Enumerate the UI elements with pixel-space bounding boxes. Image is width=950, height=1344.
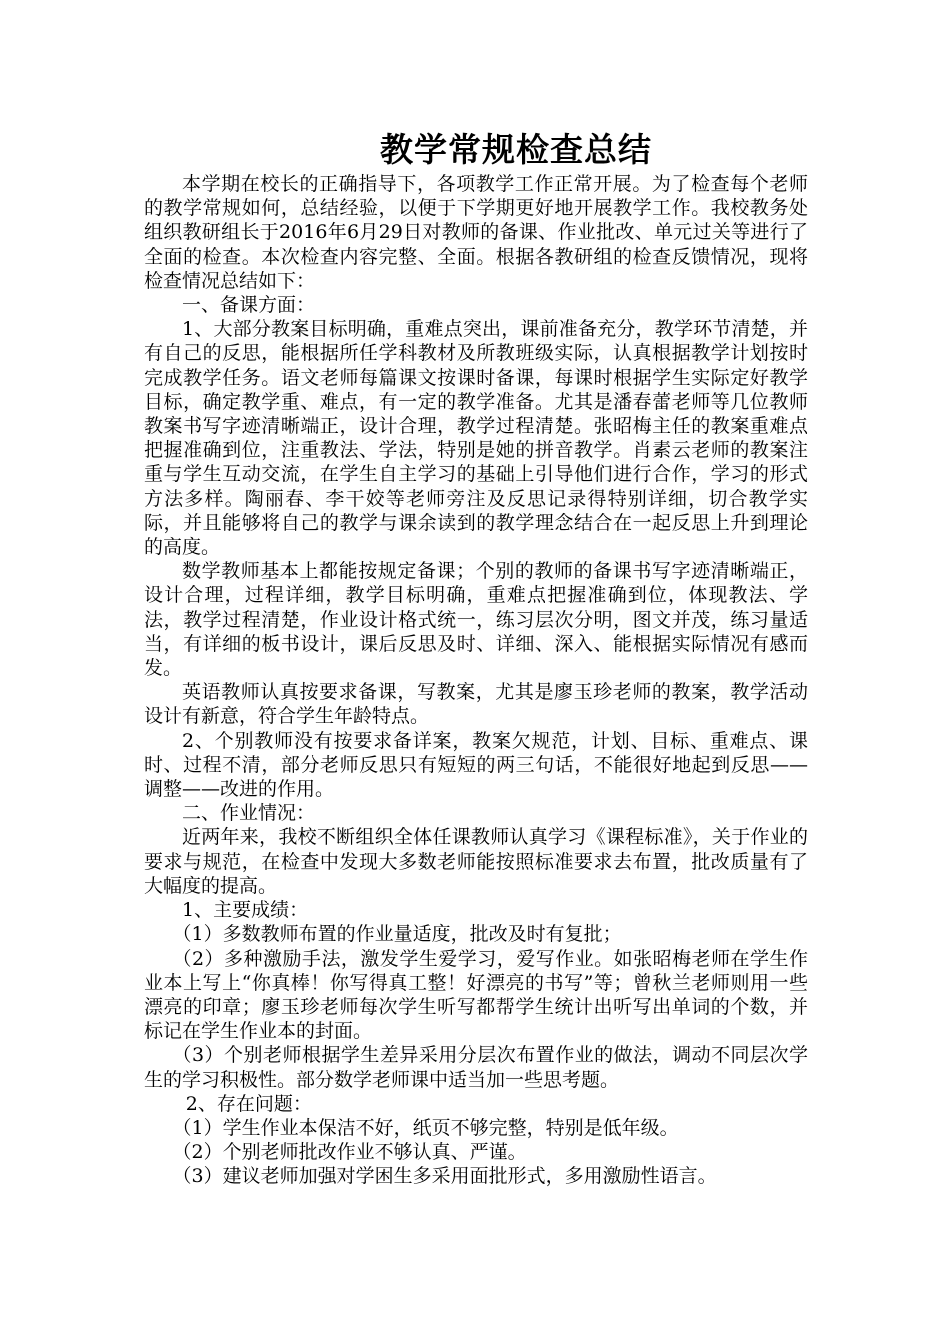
section-heading-homework: 二、作业情况： <box>182 802 316 825</box>
lesson-prep-point-2: 2、个别教师没有按要求备详案，教案欠规范，计划、目标、重难点、课时、过程不清，部分老师反思只有短短的两三句话，不能很好地起到反思——调整——改进的作用。 <box>144 729 808 801</box>
intro-paragraph: 本学期在校长的正确指导下，各项教学工作正常开展。为了检查每个老师的教学常规如何，总结经验，以便于下学期更好地开展教学工作。我校教务处组织教研组长于2016年6月29日对教师的备课、作业批改、单元过关等进行了全面的检查。本次检查内容完整、全面。根据各教研组的检查反馈情况，现将检查情况总结如下： <box>144 173 808 292</box>
homework-intro-paragraph: 近两年来，我校不断组织全体任课教师认真学习《课程标准》，关于作业的要求与规范，在检查中发现大多数老师能按照标准要求去布置，批改质量有了大幅度的提高。 <box>144 826 808 897</box>
lesson-prep-point-1: 1、大部分教案目标明确，重难点突出，课前准备充分，教学环节清楚，并有自己的反思，能根据所任学科教材及所教班级实际，认真根据教学计划按时完成教学任务。语文老师每篇课文按课时备课，每课时根据学生实际定好教学目标，确定教学重、难点，有一定的教学准备。尤其是潘春蕾老师等几位教师教案书写字迹清晰端正，设计合理，教学过程清楚。张昭梅主任的教案重难点把握准确到位，注重教法、学法，特别是她的拼音教学。肖素云老师的教案注重与学生互动交流，在学生自主学习的基础上引导他们进行合作，学习的形式方法多样。陶丽春、李干姣等老师旁注及反思记录得特别详细，切合教学实际，并且能够将自己的教学与课余读到的教学理念结合在一起反思上升到理论的高度。 <box>144 318 808 559</box>
problem-item-1: （1）学生作业本保洁不好，纸页不够完整，特别是低年级。 <box>172 1116 679 1139</box>
document-title: 教学常规检查总结 <box>380 130 652 169</box>
problem-item-2: （2）个别老师批改作业不够认真、严谨。 <box>172 1141 527 1164</box>
achievement-item-2: （2）多种激励手法，激发学生爱学习，爱写作业。如张昭梅老师在学生作业本上写上“你真棒！你写得真工整！好漂亮的书写”等；曾秋兰老师则用一些漂亮的印章；廖玉珍老师每次学生听写都帮学生统计出听写出单词的个数，并标记在学生作业本的封面。 <box>144 947 808 1043</box>
math-teachers-paragraph: 数学教师基本上都能按规定备课；个别的教师的备课书写字迹清晰端正，设计合理，过程详细，教学目标明确，重难点把握准确到位，体现教法、学法，教学过程清楚，作业设计格式统一，练习层次分明，图文并茂，练习量适当，有详细的板书设计，课后反思及时、详细、深入、能根据实际情况有感而发。 <box>144 560 808 680</box>
achievement-item-1: （1）多数教师布置的作业量适度，批改及时有复批； <box>172 923 622 946</box>
english-teachers-paragraph: 英语教师认真按要求备课，写教案，尤其是廖玉珍老师的教案，教学活动设计有新意，符合学生年龄特点。 <box>144 681 808 728</box>
subheading-existing-problems: 2、存在问题： <box>185 1092 312 1115</box>
achievement-item-3: （3）个别老师根据学生差异采用分层次布置作业的做法，调动不同层次学生的学习积极性。部分数学老师课中适当加一些思考题。 <box>144 1044 808 1091</box>
problem-item-3: （3）建议老师加强对学困生多采用面批形式，多用激励性语言。 <box>172 1165 717 1188</box>
document-page <box>144 128 808 1189</box>
section-heading-lesson-prep: 一、备课方面： <box>182 294 316 317</box>
subheading-main-achievements: 1、主要成绩： <box>182 899 309 922</box>
